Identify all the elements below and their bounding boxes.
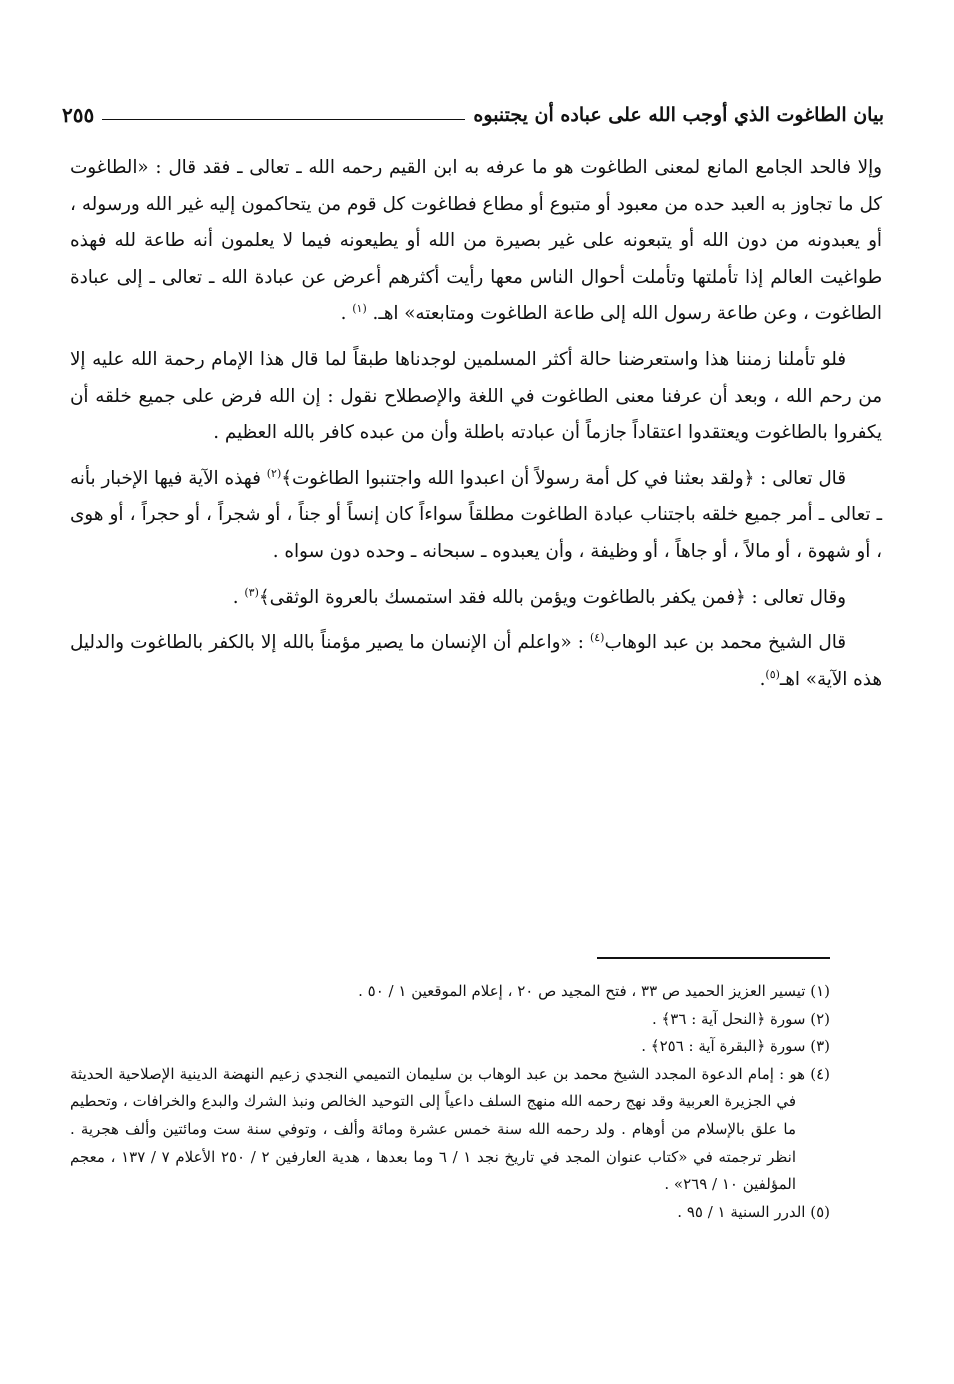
paragraph-text: : «واعلم أن الإنسان ما يصير مؤمناً بالله إلا بالكفر بالطاغوت والدليل هذه الآية» اهـ — [70, 632, 882, 690]
paragraph-text: وقال تعالى : — [745, 586, 846, 608]
paragraph-text: قال تعالى : — [754, 467, 846, 489]
footnote-separator — [597, 957, 830, 959]
footnotes — [70, 978, 830, 1226]
paragraph-text: . — [340, 303, 353, 325]
footnote-1: (١) تيسير العزيز الحميد ص ٣٣ ، فتح المجيد ص ٢٠ ، إعلام الموقعين ١ / ٥٠ . — [358, 982, 830, 1000]
paragraph-reflection: فلو تأملنا زمننا هذا واستعرضنا حالة أكثر المسلمين لوجدناها طبقاً لما قال هذا الإمام رحمة الله عليه إلا من رحم الله ، وبعد أن عرفنا معنى الطاغوت في اللغة والإصطلاح نقول : إن الله فرض على جميع خلقه أن يكفروا بالطاغوت ويعتقدوا اعتقاداً جازماً أن عبادته باطلة وأن من عبده كافر بالله العظيم . — [70, 348, 882, 444]
running-title: بيان الطاغوت الذي أوجب الله على عباده أن يجتنبوه — [473, 104, 884, 126]
paragraph-definition — [70, 150, 882, 333]
main-text — [70, 150, 882, 707]
footnote-ref: (١) — [352, 302, 367, 316]
paragraph-text: قال الشيخ محمد بن عبد الوهاب — [604, 632, 847, 654]
paragraph-sheikh-quote — [70, 625, 882, 698]
paragraph-text: . — [759, 668, 766, 690]
page-number: ٢٥٥ — [62, 103, 95, 127]
paragraph-text: وإلا فالحد الجامع المانع لمعنى الطاغوت هو ما عرفه به ابن القيم رحمه الله ـ تعالى ـ فقد قال : «الطاغوت كل ما تجاوز به العبد حده من معبود أو متبوع أو مطاع فطاغوت كل قوم من يتحاكمون إليه غير الله ورسوله ، أو يعبدونه من دون الله أو يتبعونه على غير بصيرة من الله أو يطيعونه فيما لا يعلمون أنه طاعة لله فهذه طواغيت العالم إذا تأملتها وتأملت أحوال الناس معها رأيت أكثرهم أعرض عن عبادة الله ـ تعالى ـ إلى عبادة الطاغوت ، وعن طاعة رسول الله إلى طاعة الطاغوت ومتابعته» اهـ. — [70, 157, 882, 325]
header-rule — [102, 119, 465, 120]
paragraph-text: فهذه الآية فيها الإخبار بأنه ـ تعالى ـ أمر جميع خلقه باجتناب عبادة الطاغوت مطلقاً سواءاً كان إنساً أو جناً ، أو شجراً ، أو حجراً ، أو هوى ، أو شهوة ، أو مالاً ، أو جاهاً ، أو وظيفة ، وأن يعبدوه ـ سبحانه ـ وحده دون سواه . — [70, 467, 882, 562]
paragraph-text: . — [232, 586, 245, 608]
footnote-3: (٣) سورة ﴿البقرة آية : ٢٥٦﴾ . — [641, 1037, 830, 1056]
quran-verse: ﴿فمن يكفر بالطاغوت ويؤمن بالله فقد استمسك بالعروة الوثقى﴾ — [258, 586, 746, 608]
paragraph-verse-nahl — [70, 461, 882, 571]
footnote-4: (٤) هو : إمام الدعوة المجدد الشيخ محمد بن عبد الوهاب بن سليمان التميمي النجدي زعيم النهضة الدينية الإصلاحية الحديثة في الجزيرة العربية وقد نهج رحمه الله منهج السلف داعياً إلى التوحيد الخالص ونبذ الشرك والبدع والخرافات ، وتحطيم ما علق بالإسلام من أوهام . ولد رحمه الله سنة خمس عشرة ومائة وألف ، وتوفي سنة ست ومائتين وألف هجرية . انظر ترجمته في «كتاب عنوان المجد في تاريخ نجد ١ / ٦ وما بعدها ، هدية العارفين ٢ / ٢٥٠ الأعلام ٧ / ١٣٧ ، معجم المؤلفين ١٠ / ٢٦٩» . — [70, 1064, 830, 1194]
footnote-ref: (٣) — [244, 585, 259, 599]
paragraph-verse-baqara — [70, 580, 882, 617]
footnote-ref: (٢) — [266, 466, 282, 480]
footnote-ref: (٥) — [765, 667, 780, 681]
quran-verse: ﴿ولقد بعثنا في كل أمة رسولاً أن اعبدوا الله واجتنبوا الطاغوت﴾ — [281, 467, 755, 489]
footnote-ref: (٤) — [589, 631, 605, 645]
footnote-5: (٥) الدرر السنية ١ / ٩٥ . — [677, 1202, 830, 1221]
running-header — [62, 100, 884, 130]
footnote-2: (٢) سورة ﴿النحل آية : ٣٦﴾ . — [651, 1009, 830, 1028]
